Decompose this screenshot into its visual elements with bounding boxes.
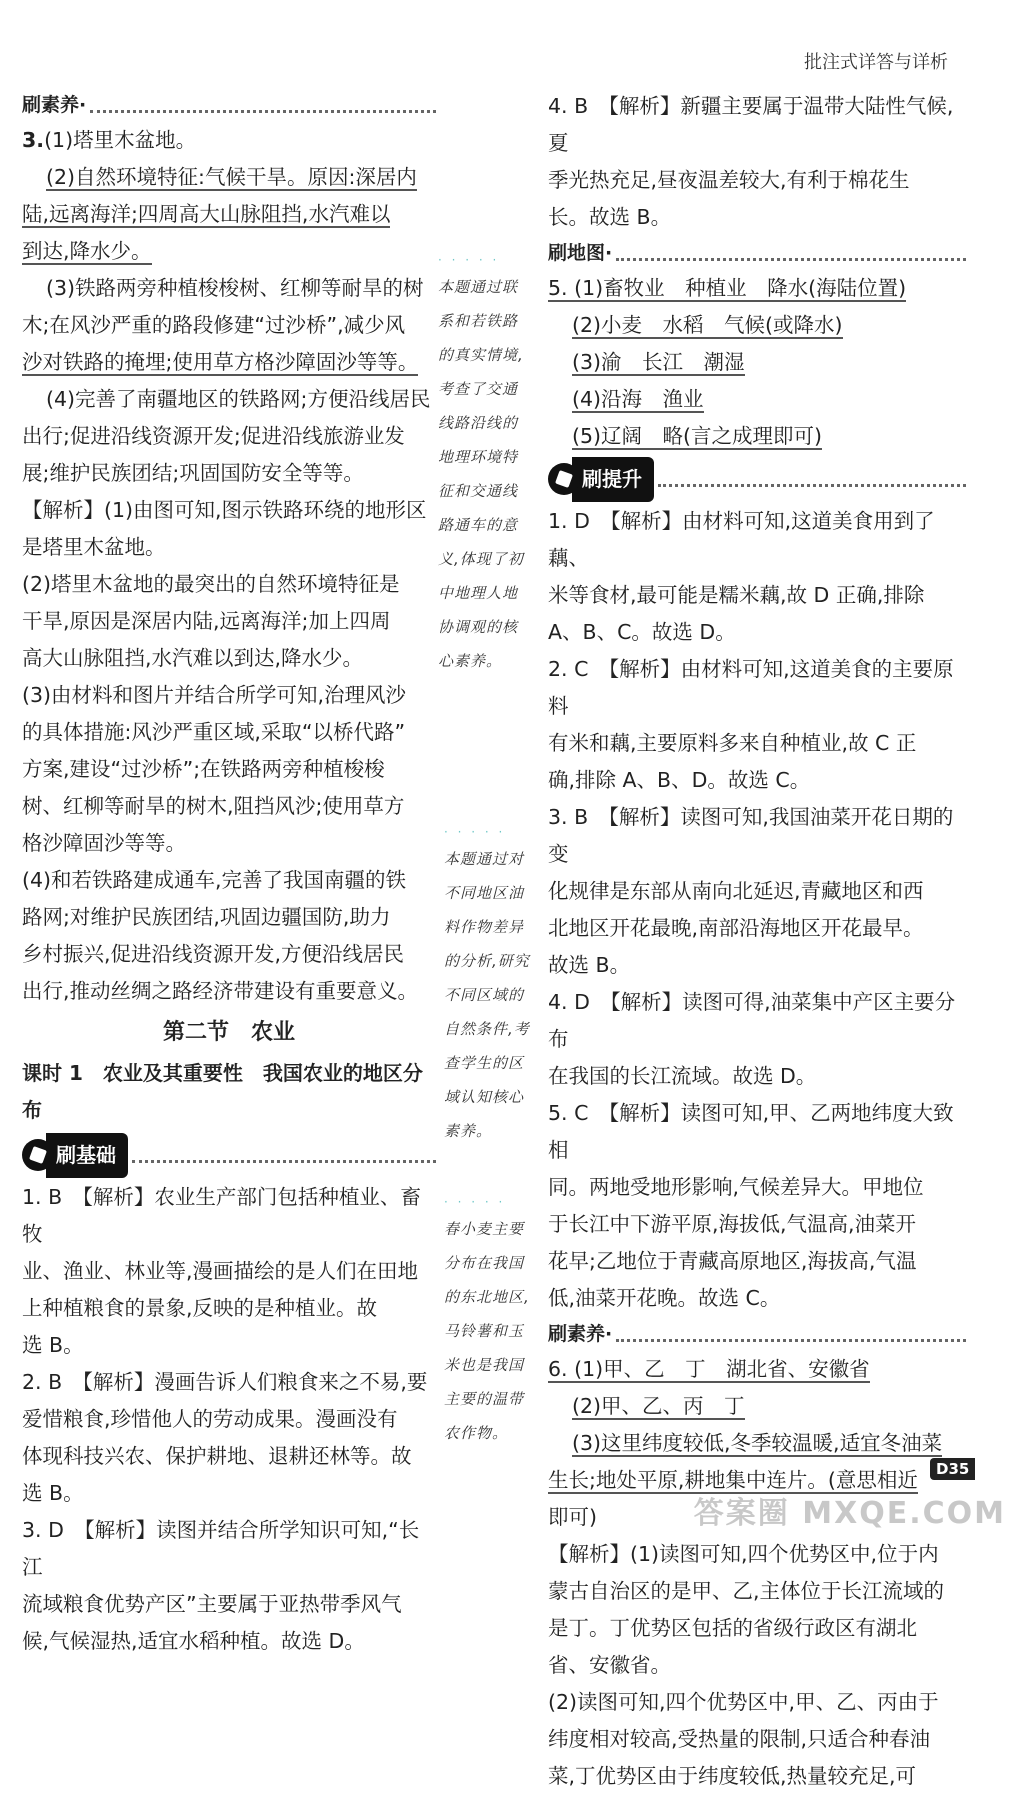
t3-line-4: 故选 B。 xyxy=(548,953,631,977)
q3-answer-3: 陆,远离海洋;四周高大山脉阻挡,水汽难以 xyxy=(22,202,391,226)
note-line: 米也是我国 xyxy=(444,1356,525,1374)
t1-line-3: A、B、C。故选 D。 xyxy=(548,620,736,644)
q6-line-1: 6. (1)甲、乙 丁 湖北省、安徽省 xyxy=(548,1357,870,1381)
q6-analysis-3: 是丁。丁优势区包括的省级行政区有湖北 xyxy=(548,1616,917,1640)
q5-line-1: 5. (1)畜牧业 种植业 降水(海陆位置) xyxy=(548,276,907,300)
note-line: 查学生的区 xyxy=(444,1054,525,1072)
note-line: 的分析,研究 xyxy=(444,952,530,970)
q3-analysis-11: (4)和若铁路建成通车,完善了我国南疆的铁 xyxy=(22,868,407,892)
q6-line-3: (3)这里纬度较低,冬季较温暖,适宜冬油菜 xyxy=(572,1431,943,1455)
note-line: 域认知核心 xyxy=(444,1088,525,1106)
q3-answer-9: 出行;促进沿线资源开发;促进沿线旅游业发 xyxy=(22,424,405,448)
q6-line-4: 生长;地处平原,耕地集中连片。(意思相近 xyxy=(548,1468,918,1492)
left-column xyxy=(22,88,436,1660)
note-line: 的东北地区, xyxy=(444,1288,530,1306)
q3-answer-5: (3)铁路两旁种植梭梭树、红柳等耐旱的树 xyxy=(46,276,424,300)
note-line: 马铃薯和玉 xyxy=(444,1322,525,1340)
j3-line-3: 候,气候湿热,适宜水稻种植。故选 D。 xyxy=(22,1629,365,1653)
t1-line-2: 米等食材,最可能是糯米藕,故 D 正确,排除 xyxy=(548,583,925,607)
q4-line-2: 季光热充足,昼夜温差较大,有利于棉花生 xyxy=(548,168,910,192)
note-line: 农作物。 xyxy=(444,1424,509,1442)
t3-line-1: 3. B 【解析】读图可知,我国油菜开花日期的变 xyxy=(548,805,954,866)
q5-line-4: (4)沿海 渔业 xyxy=(572,387,704,411)
q3-answer-7: 沙对铁路的掩埋;使用草方格沙障固沙等等。 xyxy=(22,350,419,374)
badge-tisheng: 刷提升 xyxy=(548,457,966,501)
note-line: 春小麦主要 xyxy=(444,1220,525,1238)
t5-line-2: 同。两地受地形影响,气候差异大。甲地位 xyxy=(548,1175,924,1199)
q3-analysis-3: (2)塔里木盆地的最突出的自然环境特征是 xyxy=(22,572,400,596)
margin-note-2 xyxy=(444,822,546,1148)
q6-analysis-7: 菜,丁优势区由于纬度较低,热量较充足,可 xyxy=(548,1764,917,1788)
q6-analysis-2: 蒙古自治区的是甲、乙,主体位于长江流域的 xyxy=(548,1579,945,1603)
t5-line-3: 于长江中下游平原,海拔低,气温高,油菜开 xyxy=(548,1212,917,1236)
page-header: 批注式详答与详析 xyxy=(804,52,948,73)
note-tag: · · · · · xyxy=(444,1195,506,1209)
q3-analysis-4: 干旱,原因是深居内陆,远离海洋;加上四周 xyxy=(22,609,391,633)
q3-analysis-6: (3)由材料和图片并结合所学可知,治理风沙 xyxy=(22,683,407,707)
j2-line-3: 体现科技兴农、保护耕地、退耕还林等。故 xyxy=(22,1444,412,1468)
j2-line-1: 2. B 【解析】漫画告诉人们粮食来之不易,要 xyxy=(22,1370,428,1394)
t5-line-4: 花早;乙地位于青藏高原地区,海拔高,气温 xyxy=(548,1249,917,1273)
note-line: 料作物差异 xyxy=(444,918,525,936)
note-line: 地理环境特 xyxy=(438,448,519,466)
note-line: 协调观的核 xyxy=(438,618,519,636)
book-icon xyxy=(548,463,580,495)
t5-line-5: 低,油菜开花晚。故选 C。 xyxy=(548,1286,781,1310)
q3-analysis-9: 树、红柳等耐旱的树木,阻挡风沙;使用草方 xyxy=(22,794,405,818)
note-line: 中地理人地 xyxy=(438,584,519,602)
note-line: 义,体现了初 xyxy=(438,550,524,568)
t2-line-2: 有米和藕,主要原料多来自种植业,故 C 正 xyxy=(548,731,917,755)
note-line: 主要的温带 xyxy=(444,1390,525,1408)
q5-line-2: (2)小麦 水稻 气候(或降水) xyxy=(572,313,843,337)
q3-analysis-2: 是塔里木盆地。 xyxy=(22,535,166,559)
note-line: 路通车的意 xyxy=(438,516,519,534)
page-number: D35 xyxy=(930,1458,975,1480)
note-line: 本题通过对 xyxy=(444,850,525,868)
t3-line-3: 北地区开花最晚,南部沿海地区开花最早。 xyxy=(548,916,924,940)
note-line: 的真实情境, xyxy=(438,346,524,364)
j2-line-2: 爱惜粮食,珍惜他人的劳动成果。漫画没有 xyxy=(22,1407,398,1431)
q3-answer-4: 到达,降水少。 xyxy=(22,239,152,263)
q6-analysis-1: 【解析】(1)读图可知,四个优势区中,位于内 xyxy=(548,1542,939,1566)
note-line: 分布在我国 xyxy=(444,1254,525,1272)
t2-line-1: 2. C 【解析】由材料可知,这道美食的主要原料 xyxy=(548,657,954,718)
note-line: 征和交通线 xyxy=(438,482,519,500)
watermark: 答案圈 MXQE.COM xyxy=(693,1496,1006,1531)
q3-analysis-13: 乡村振兴,促进沿线资源开发,方便沿线居民 xyxy=(22,942,405,966)
t3-line-2: 化规律是东部从南向北延迟,青藏地区和西 xyxy=(548,879,924,903)
note-line: 不同区域的 xyxy=(444,986,525,1004)
j3-line-1: 3. D 【解析】读图并结合所学知识可知,“长江 xyxy=(22,1518,420,1579)
t2-line-3: 确,排除 A、B、D。故选 C。 xyxy=(548,768,811,792)
note-line: 线路沿线的 xyxy=(438,414,519,432)
section-label-suyang-right: 刷素养· xyxy=(548,1317,966,1351)
t4-line-1: 4. D 【解析】读图可得,油菜集中产区主要分布 xyxy=(548,990,956,1051)
q6-line-2: (2)甲、乙、丙 丁 xyxy=(572,1394,745,1418)
q6-analysis-6: 纬度相对较高,受热量的限制,只适合种春油 xyxy=(548,1727,931,1751)
q4-line-3: 长。故选 B。 xyxy=(548,205,672,229)
q3-analysis-7: 的具体措施:风沙严重区域,采取“以桥代路” xyxy=(22,720,406,744)
q3-analysis-14: 出行,推动丝绸之路经济带建设有重要意义。 xyxy=(22,979,419,1003)
note-tag: · · · · · xyxy=(444,825,506,839)
note-line: 心素养。 xyxy=(438,652,503,670)
j1-line-2: 业、渔业、林业等,漫画描绘的是人们在田地 xyxy=(22,1259,419,1283)
section-title: 第二节 农业 xyxy=(162,1020,295,1045)
j1-line-1: 1. B 【解析】农业生产部门包括种植业、畜牧 xyxy=(22,1185,421,1246)
note-line: 考查了交通 xyxy=(438,380,519,398)
j1-line-4: 选 B。 xyxy=(22,1333,84,1357)
q3-analysis-5: 高大山脉阻挡,水汽难以到达,降水少。 xyxy=(22,646,364,670)
q4-line-1: 4. B 【解析】新疆主要属于温带大陆性气候,夏 xyxy=(548,94,954,155)
j2-line-4: 选 B。 xyxy=(22,1481,84,1505)
q3-analysis-10: 格沙障固沙等等。 xyxy=(22,831,186,855)
q3-analysis-12: 路网;对维护民族团结,巩固边疆国防,助力 xyxy=(22,905,391,929)
note-line: 不同地区油 xyxy=(444,884,525,902)
section-label-suyang: 刷素养· xyxy=(22,88,436,122)
j3-line-2: 流域粮食优势产区”主要属于亚热带季风气 xyxy=(22,1592,402,1616)
note-line: 自然条件,考 xyxy=(444,1020,530,1038)
q3-analysis-1: 【解析】(1)由图可知,图示铁路环绕的地形区 xyxy=(22,498,427,522)
j1-line-3: 上种植粮食的景象,反映的是种植业。故 xyxy=(22,1296,378,1320)
note-tag: · · · · · xyxy=(438,253,500,267)
note-line: 本题通过联 xyxy=(438,278,519,296)
q3-answer-10: 展;维护民族团结;巩固国防安全等等。 xyxy=(22,461,364,485)
q6-analysis-5: (2)读图可知,四个优势区中,甲、乙、丙由于 xyxy=(548,1690,939,1714)
note-line: 素养。 xyxy=(444,1122,493,1140)
q3-answer-1: 3.(1)塔里木盆地。 xyxy=(22,128,197,152)
margin-note-3 xyxy=(444,1192,546,1450)
lesson-title: 课时 1 农业及其重要性 我国农业的地区分布 xyxy=(22,1061,423,1122)
q5-line-5: (5)辽阔 略(言之成理即可) xyxy=(572,424,823,448)
q3-answer-8: (4)完善了南疆地区的铁路网;方便沿线居民 xyxy=(46,387,431,411)
q3-answer-6: 木;在风沙严重的路段修建“过沙桥”,减少风 xyxy=(22,313,406,337)
margin-note-1 xyxy=(438,250,540,678)
t1-line-1: 1. D 【解析】由材料可知,这道美食用到了藕、 xyxy=(548,509,935,570)
right-column xyxy=(548,88,966,1795)
q6-line-5: 即可) xyxy=(548,1505,597,1529)
badge-jichu: 刷基础 xyxy=(22,1133,436,1177)
q3-answer-2: (2)自然环境特征:气候干旱。原因:深居内 xyxy=(46,165,417,189)
note-line: 系和若铁路 xyxy=(438,312,519,330)
book-icon xyxy=(22,1139,54,1171)
t4-line-2: 在我国的长江流域。故选 D。 xyxy=(548,1064,817,1088)
q5-line-3: (3)渝 长江 潮湿 xyxy=(572,350,745,374)
t5-line-1: 5. C 【解析】读图可知,甲、乙两地纬度大致相 xyxy=(548,1101,954,1162)
q3-analysis-8: 方案,建设“过沙桥”;在铁路两旁种植梭梭 xyxy=(22,757,385,781)
q6-analysis-4: 省、安徽省。 xyxy=(548,1653,671,1677)
section-label-ditu: 刷地图· xyxy=(548,236,966,270)
